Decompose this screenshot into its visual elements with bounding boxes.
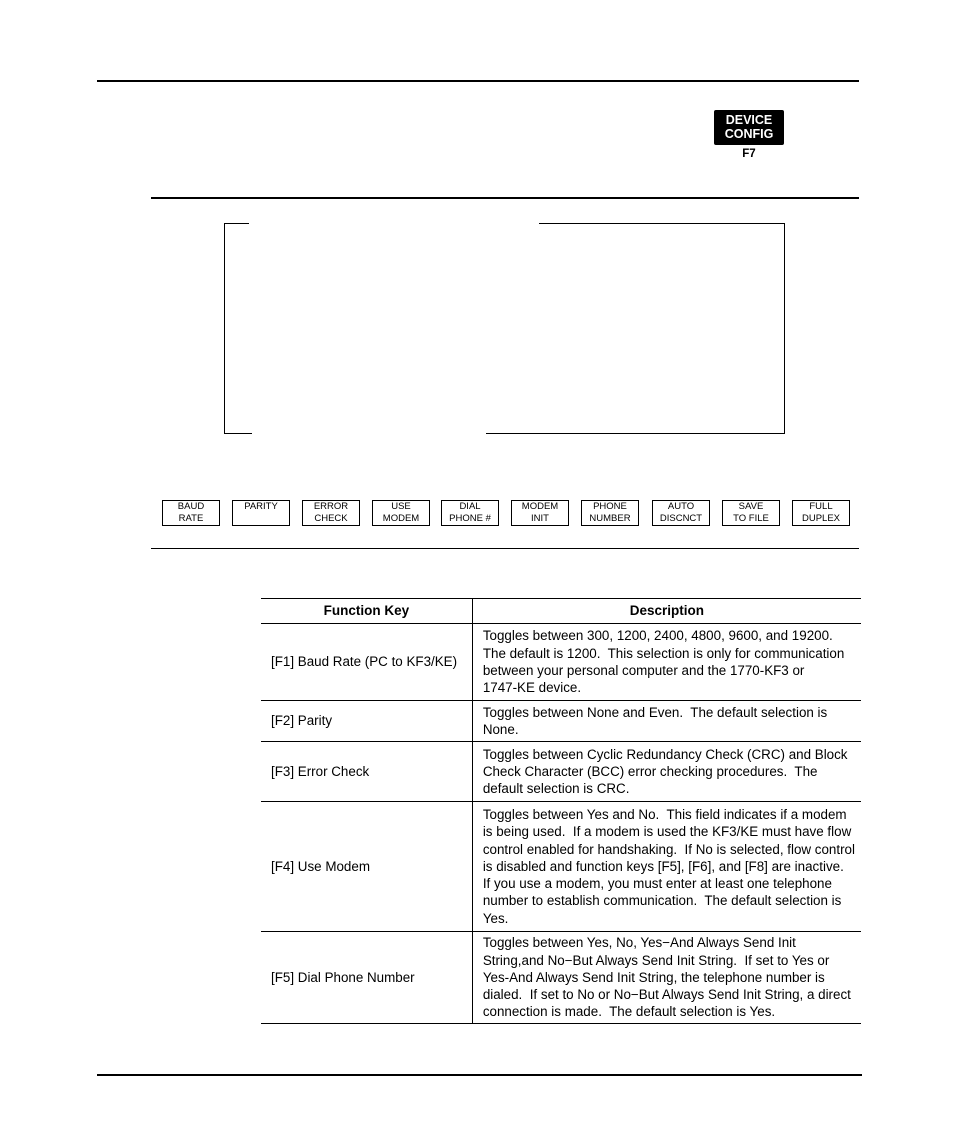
description-line: connection is made. The default selection is Yes.: [482, 1004, 776, 1020]
description-line: is being used. If a modem is used the KF3/KE must have flow: [482, 824, 852, 840]
function-key-cell: [F1] Baud Rate (PC to KF3/KE): [261, 624, 472, 701]
device-config-fkey-label: F7: [742, 148, 756, 160]
function-key-label-line1: PARITY: [244, 501, 278, 512]
function-key-3: [302, 500, 360, 526]
function-key-label-line2: PHONE #: [449, 512, 491, 524]
device-config-label-line1: DEVICE: [725, 113, 773, 127]
description-cell: [472, 932, 861, 1024]
function-key-label-line1: USE: [391, 501, 411, 512]
function-key-label-line2: CHECK: [314, 512, 348, 524]
function-key-cell: [F4] Use Modem: [261, 802, 472, 932]
top-rule: [97, 80, 859, 82]
function-key-2: [232, 500, 290, 526]
description-cell: [472, 802, 861, 932]
function-key-cell: [F3] Error Check: [261, 742, 472, 802]
function-key-label-line2: INIT: [531, 512, 549, 524]
function-key-label-line1: PHONE: [593, 501, 627, 512]
function-key-10: [792, 500, 850, 526]
description-cell: [472, 742, 861, 802]
function-key-label-line1: MODEM: [521, 501, 559, 512]
description-line: number to establish communication. The default selection is: [482, 893, 842, 909]
description-line: If you use a modem, you must enter at least one telephone: [482, 876, 832, 892]
screen-frame-gap-top: [249, 222, 539, 225]
description-line: String,and No−But Always Send Init String. If set to Yes or: [482, 952, 830, 968]
description-line: Toggles between 300, 1200, 2400, 4800, 9600, and 19200.: [482, 628, 833, 644]
description-line: Toggles between Yes, No, Yes−And Always Send Init: [482, 935, 796, 951]
table-row: [261, 802, 861, 932]
function-key-label-line1: BAUD: [177, 501, 205, 512]
function-key-label-line2: DISCNCT: [659, 512, 703, 524]
function-key-6: [511, 500, 569, 526]
function-key-label-line2: MODEM: [382, 512, 420, 524]
function-key-cell: [F5] Dial Phone Number: [261, 932, 472, 1024]
description-line: control enabled for handshaking. If No is selected, flow control: [482, 841, 855, 857]
function-key-label-line1: AUTO: [667, 501, 695, 512]
section-rule: [151, 197, 859, 199]
function-key-7: [581, 500, 639, 526]
function-key-5: [441, 500, 499, 526]
description-cell: [472, 624, 861, 701]
function-key-label-line2: RATE: [178, 512, 204, 524]
device-config-label-line2: CONFIG: [724, 127, 774, 141]
description-line: The default is 1200. This selection is only for communication: [482, 645, 845, 661]
function-key-label-line2: NUMBER: [589, 512, 631, 524]
screen-frame-gap-bottom: [252, 432, 486, 435]
description-line: dialed. If set to No or No−But Always Send Init String, a direct: [482, 987, 851, 1003]
bottom-rule: [97, 1074, 862, 1076]
function-key-9: [722, 500, 780, 526]
function-key-label-line1: FULL: [809, 501, 833, 512]
function-key-cell: [F2] Parity: [261, 701, 472, 742]
function-key-label-line2: DUPLEX: [801, 512, 840, 524]
screen-frame: [224, 223, 785, 434]
device-config-key: [714, 110, 784, 145]
function-key-label-line1: SAVE: [738, 501, 764, 512]
description-line: Yes.: [482, 910, 509, 926]
description-line: Toggles between None and Even. The default selection is: [482, 704, 828, 720]
function-key-label-line1: ERROR: [313, 501, 349, 512]
description-line: Yes-And Always Send Init String, the telephone number is: [482, 969, 825, 985]
description-line: Check Character (BCC) error checking procedures. The: [482, 763, 818, 779]
description-line: between your personal computer and the 1770-KF3 or: [482, 663, 805, 678]
table-row: [261, 742, 861, 802]
description-line: default selection is CRC.: [482, 781, 630, 797]
description-line: None.: [482, 722, 519, 737]
function-key-table: [261, 598, 861, 1024]
table-body: [261, 624, 861, 1024]
table-header-row: [261, 599, 861, 624]
table-row: [261, 932, 861, 1024]
table-row: [261, 624, 861, 701]
column-header-function-key: Function Key: [261, 599, 472, 624]
function-key-1: [162, 500, 220, 526]
function-key-label-line2: TO FILE: [733, 512, 769, 524]
description-line: Toggles between Cyclic Redundancy Check (CRC) and Block: [482, 746, 848, 762]
table-row: [261, 701, 861, 742]
function-key-4: [372, 500, 430, 526]
column-header-description: Description: [472, 599, 861, 624]
function-key-8: [652, 500, 710, 526]
description-line: 1747-KE device.: [482, 680, 582, 696]
keys-rule: [151, 548, 859, 549]
description-line: Toggles between Yes and No. This field indicates if a modem: [482, 806, 847, 822]
description-cell: [472, 701, 861, 742]
description-line: is disabled and function keys [F5], [F6], and [F8] are inactive.: [482, 858, 844, 874]
function-key-label-line1: DIAL: [459, 501, 481, 512]
